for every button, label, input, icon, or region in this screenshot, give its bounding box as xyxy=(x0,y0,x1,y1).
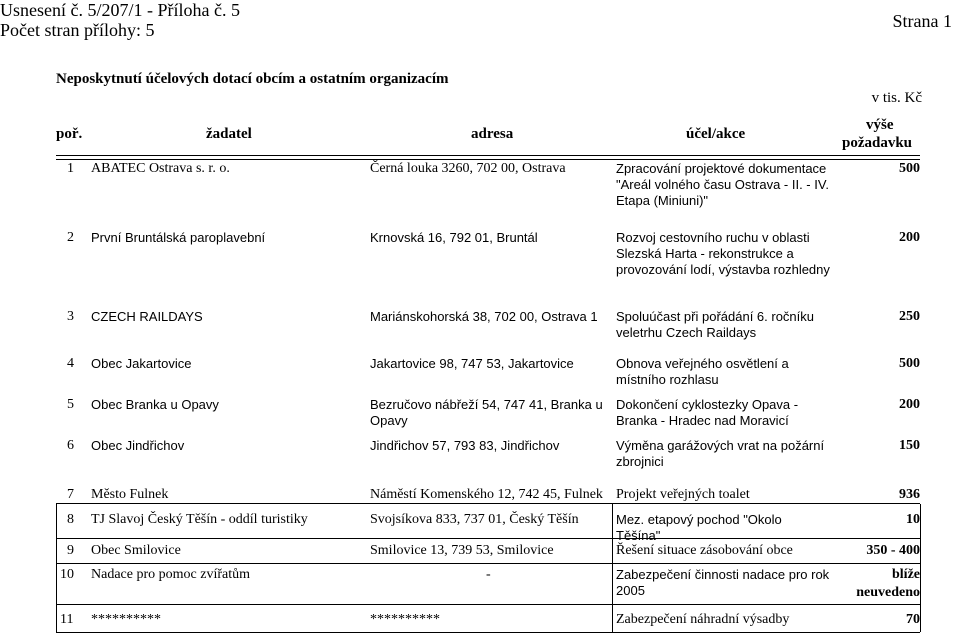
row-amount: 200 xyxy=(899,230,920,245)
row-purpose: Zabezpečení náhradní výsadby xyxy=(616,612,790,627)
row-amount: 936 xyxy=(899,487,920,502)
row-amount: 250 xyxy=(899,309,920,324)
row-address: ********** xyxy=(370,612,440,627)
row-purpose: Zpracování projektové dokumentace "Areál volného času Ostrava - II. - IV. Etapa (Miniuni)" xyxy=(616,161,829,208)
row-applicant: ABATEC Ostrava s. r. o. xyxy=(91,161,230,176)
row-applicant: Obec Branka u Opavy xyxy=(91,397,219,412)
table-right-border xyxy=(920,504,921,632)
col-header-applicant: žadatel xyxy=(206,126,252,142)
row-number: 3 xyxy=(67,309,74,324)
document-title: Neposkytnutí účelových dotací obcím a ostatním organizacím xyxy=(56,71,449,87)
row-number: 5 xyxy=(67,397,74,412)
row-number: 7 xyxy=(67,487,74,502)
row-address: Bezručovo nábřeží 54, 747 41, Branka u Opavy xyxy=(370,397,603,428)
row-amount: 350 - 400 xyxy=(866,543,920,558)
row-applicant: Obec Smilovice xyxy=(91,543,181,558)
col-header-amount: výše xyxy=(866,117,894,133)
col-header-purpose: účel/akce xyxy=(686,126,746,142)
header-page-number: Strana 1 xyxy=(892,11,952,31)
row-divider xyxy=(56,604,920,605)
row-applicant: První Bruntálská paroplavební xyxy=(91,230,266,245)
header-page-count: Počet stran přílohy: 5 xyxy=(0,20,155,40)
row-number: 10 xyxy=(60,567,74,582)
row-applicant: TJ Slavoj Český Těšín - oddíl turistiky xyxy=(91,512,308,527)
row-amount: 200 xyxy=(899,397,920,412)
row-number: 4 xyxy=(67,356,74,371)
table-top-border xyxy=(56,155,920,156)
row-applicant: Obec Jakartovice xyxy=(91,356,192,371)
row-address: Smilovice 13, 739 53, Smilovice xyxy=(370,543,554,558)
row-address: Černá louka 3260, 702 00, Ostrava xyxy=(370,161,566,176)
row-purpose: Výměna garážových vrat na požární zbrojnici xyxy=(616,438,825,469)
row-address: Náměstí Komenského 12, 742 45, Fulnek xyxy=(370,487,603,502)
row-purpose: Zabezpečení činnosti nadace pro rok 2005 xyxy=(616,567,830,598)
row-purpose: Projekt veřejných toalet xyxy=(616,487,750,502)
table-left-border xyxy=(56,504,57,632)
row-amount: blíže xyxy=(892,567,920,582)
col-header-amount-2: požadavku xyxy=(842,135,913,151)
row-applicant: Město Fulnek xyxy=(91,487,169,502)
unit-label: v tis. Kč xyxy=(871,90,922,106)
row-number: 1 xyxy=(67,161,74,176)
row-purpose: Řešení situace zásobování obce xyxy=(616,543,793,558)
row-applicant: Nadace pro pomoc zvířatům xyxy=(91,567,250,582)
row-divider xyxy=(56,563,920,564)
table-top-border-2 xyxy=(56,159,920,160)
row-number: 11 xyxy=(60,612,74,627)
row-amount: 150 xyxy=(899,438,920,453)
row-amount: 500 xyxy=(899,161,920,176)
column-divider xyxy=(612,504,613,632)
row-number: 9 xyxy=(67,543,74,558)
row-amount: 500 xyxy=(899,356,920,371)
row-amount: 70 xyxy=(906,612,920,627)
row-address: Mariánskohorská 38, 702 00, Ostrava 1 xyxy=(370,309,598,324)
col-header-no: poř. xyxy=(56,126,83,142)
row-address: Krnovská 16, 792 01, Bruntál xyxy=(370,230,538,245)
row-amount-2: neuvedeno xyxy=(856,585,920,600)
row-purpose: Rozvoj cestovního ruchu v oblasti Slezská Harta - rekonstrukce a provozování lodí, výstavba rozhledny xyxy=(616,230,830,277)
table-bottom-border xyxy=(56,632,920,633)
row-purpose: Mez. etapový pochod "Okolo Těšína" xyxy=(616,512,782,543)
row-number: 6 xyxy=(67,438,74,453)
row-purpose: Spoluúčast při pořádání 6. ročníku veletrhu Czech Raildays xyxy=(616,309,815,340)
row-applicant: Obec Jindřichov xyxy=(91,438,185,453)
row-divider xyxy=(56,503,920,504)
row-applicant: CZECH RAILDAYS xyxy=(91,309,203,324)
row-address: - xyxy=(486,567,491,582)
row-address: Svojsíkova 833, 737 01, Český Těšín xyxy=(370,512,579,527)
row-address: Jakartovice 98, 747 53, Jakartovice xyxy=(370,356,574,371)
header-resolution: Usnesení č. 5/207/1 - Příloha č. 5 xyxy=(0,0,240,20)
row-applicant: ********** xyxy=(91,612,161,627)
row-number: 8 xyxy=(67,512,74,527)
row-amount: 10 xyxy=(906,512,920,527)
row-purpose: Dokončení cyklostezky Opava - Branka - Hradec nad Moravicí xyxy=(616,397,799,428)
col-header-address: adresa xyxy=(471,126,514,142)
row-number: 2 xyxy=(67,230,74,245)
row-purpose: Obnova veřejného osvětlení a místního rozhlasu xyxy=(616,356,789,387)
row-address: Jindřichov 57, 793 83, Jindřichov xyxy=(370,438,560,453)
